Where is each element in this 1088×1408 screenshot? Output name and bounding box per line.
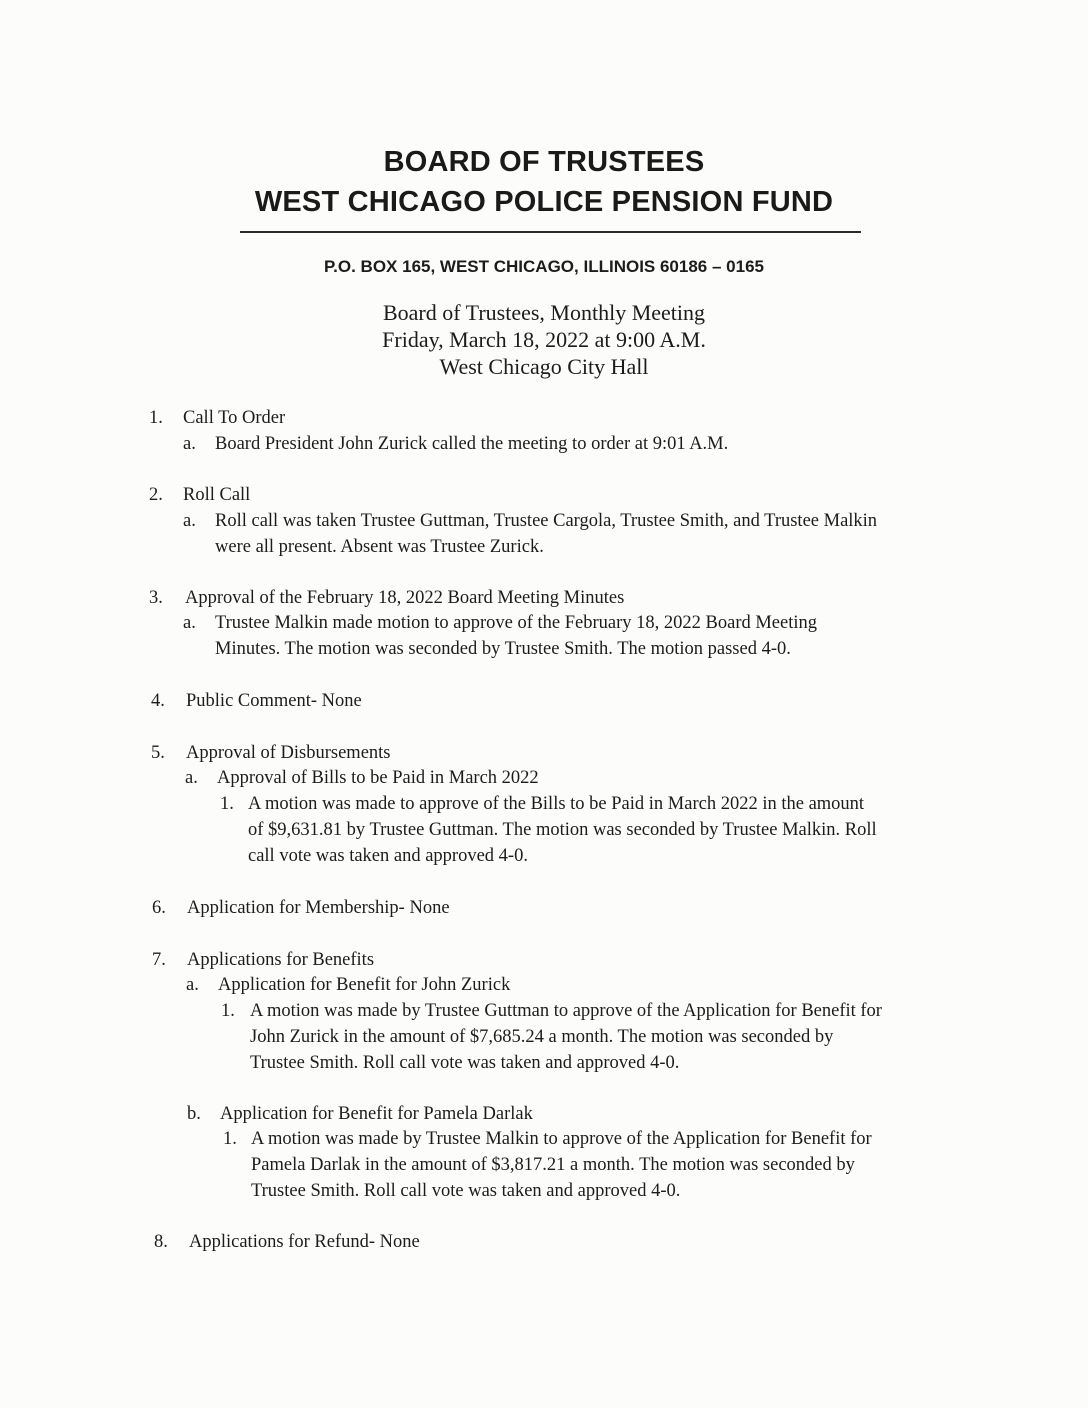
mailing-address: P.O. BOX 165, WEST CHICAGO, ILLINOIS 60186 – 0165 — [324, 257, 764, 276]
sub-sub-item-text: Pamela Darlak in the amount of $3,817.21 a month. The motion was seconded by — [251, 1155, 855, 1175]
item-title-roll-call: Roll Call — [183, 485, 251, 505]
item-number: 6. — [152, 898, 166, 918]
sub-item-marker: b. — [187, 1104, 201, 1124]
item-number: 3. — [149, 588, 163, 608]
sub-item-text: Board President John Zurick called the meeting to order at 9:01 A.M. — [215, 434, 729, 454]
sub-item-text: were all present. Absent was Trustee Zurick. — [215, 537, 544, 557]
sub-item-title: Approval of Bills to be Paid in March 2022 — [217, 768, 539, 788]
item-number: 1. — [149, 408, 163, 428]
sub-sub-item-marker: 1. — [220, 794, 234, 814]
item-title-benefits: Applications for Benefits — [187, 950, 375, 970]
sub-item-title: Application for Benefit for John Zurick — [218, 975, 511, 995]
meeting-name: Board of Trustees, Monthly Meeting — [382, 300, 706, 325]
sub-item-marker: a. — [183, 613, 196, 633]
sub-sub-item-text: John Zurick in the amount of $7,685.24 a month. The motion was seconded by — [250, 1027, 834, 1047]
meeting-date: Friday, March 18, 2022 at 9:00 A.M. — [382, 327, 706, 352]
sub-sub-item-text: A motion was made by Trustee Guttman to approve of the Application for Benefit for — [250, 1001, 882, 1021]
sub-sub-item-text: A motion was made to approve of the Bills to be Paid in March 2022 in the amount — [248, 794, 865, 814]
sub-item-marker: a. — [183, 511, 196, 531]
item-number: 2. — [149, 485, 163, 505]
sub-item-marker: a. — [185, 768, 198, 788]
item-title-call-to-order: Call To Order — [183, 408, 286, 428]
item-title-refund: Applications for Refund- None — [189, 1232, 420, 1252]
item-number: 7. — [152, 950, 166, 970]
item-number: 8. — [154, 1232, 168, 1252]
item-title-minutes-approval: Approval of the February 18, 2022 Board Meeting Minutes — [185, 588, 625, 608]
item-number: 4. — [151, 691, 165, 711]
sub-sub-item-text: call vote was taken and approved 4-0. — [248, 846, 528, 866]
sub-sub-item-marker: 1. — [221, 1001, 235, 1021]
item-title-membership: Application for Membership- None — [187, 898, 450, 918]
sub-sub-item-text: A motion was made by Trustee Malkin to approve of the Application for Benefit for — [251, 1129, 872, 1149]
item-title-public-comment: Public Comment- None — [186, 691, 362, 711]
sub-item-marker: a. — [183, 434, 196, 454]
sub-sub-item-text: of $9,631.81 by Trustee Guttman. The motion was seconded by Trustee Malkin. Roll — [248, 820, 877, 840]
sub-sub-item-marker: 1. — [223, 1129, 237, 1149]
item-title-disbursements: Approval of Disbursements — [186, 743, 391, 763]
sub-item-text: Trustee Malkin made motion to approve of the February 18, 2022 Board Meeting — [215, 613, 817, 633]
sub-item-title: Application for Benefit for Pamela Darlak — [220, 1104, 533, 1124]
document-subtitle: WEST CHICAGO POLICE PENSION FUND — [254, 186, 834, 218]
sub-sub-item-text: Trustee Smith. Roll call vote was taken and approved 4-0. — [251, 1181, 681, 1201]
sub-item-text: Minutes. The motion was seconded by Trustee Smith. The motion passed 4-0. — [215, 639, 791, 659]
header-divider — [240, 231, 861, 233]
document-title: BOARD OF TRUSTEES — [383, 146, 705, 178]
sub-sub-item-text: Trustee Smith. Roll call vote was taken and approved 4-0. — [250, 1053, 680, 1073]
item-number: 5. — [151, 743, 165, 763]
sub-item-marker: a. — [186, 975, 199, 995]
sub-item-text: Roll call was taken Trustee Guttman, Trustee Cargola, Trustee Smith, and Trustee Malkin — [215, 511, 878, 531]
meeting-location: West Chicago City Hall — [439, 354, 649, 379]
